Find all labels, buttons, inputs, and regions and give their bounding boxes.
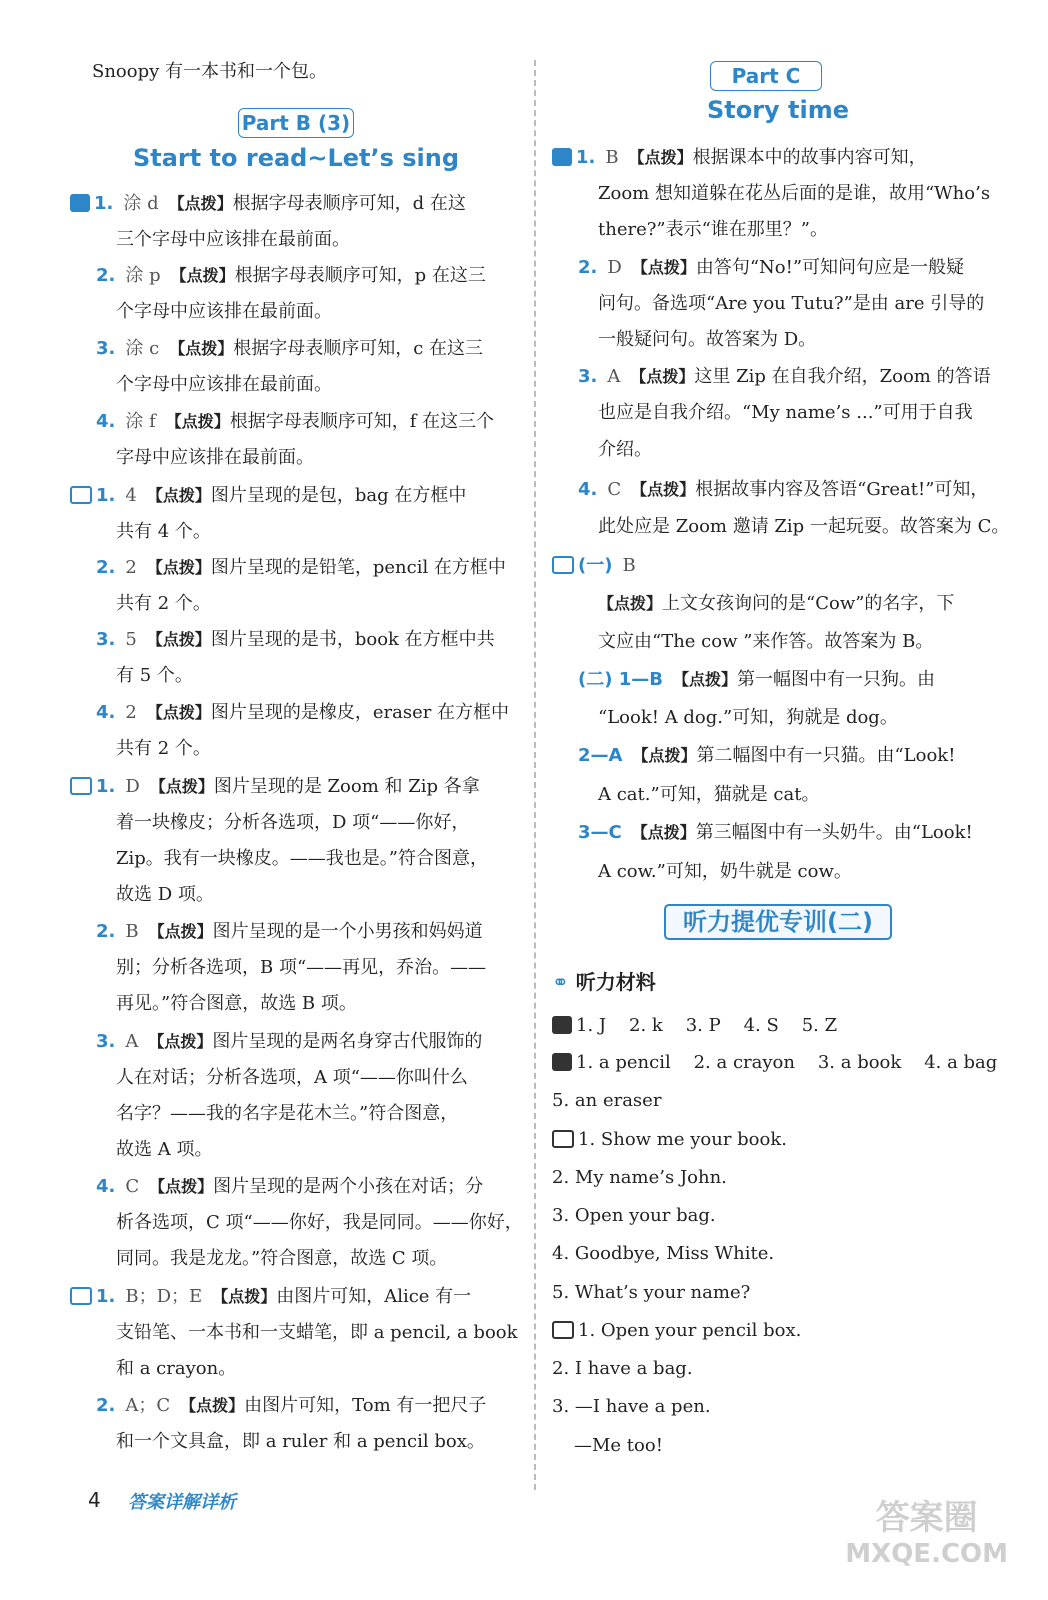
answer-line <box>578 744 955 768</box>
explanation-text: 共有 4 个。 <box>116 521 211 542</box>
answer-value: B；D；E <box>125 1286 203 1307</box>
hint-tag: 【点拨】 <box>148 1032 213 1051</box>
explanation-text: 图片呈现的是两个小孩在对话；分 <box>213 1176 484 1197</box>
explanation-text: 共有 2 个。 <box>116 738 211 759</box>
answer-line <box>116 1357 236 1381</box>
hint-tag: 【点拨】 <box>149 1177 214 1196</box>
answer-value: C <box>125 1176 140 1197</box>
audio-line <box>552 1089 661 1113</box>
explanation-text: 文应由“The cow ”来作答。故答案为 B。 <box>598 631 934 652</box>
answer-line <box>578 365 991 389</box>
hint-tag: 【点拨】 <box>628 148 693 167</box>
question-number: 4. <box>96 702 116 723</box>
question-number: 3. <box>578 366 598 387</box>
audio-text: 5. What’s your name? <box>552 1282 751 1303</box>
answer-line <box>116 883 214 907</box>
answer-line <box>116 520 211 544</box>
answer-line <box>578 478 988 502</box>
answer-line <box>598 292 984 316</box>
answer-value: C <box>607 479 622 500</box>
question-number: 3. <box>96 1031 116 1052</box>
hint-tag: 【点拨】 <box>180 1396 245 1415</box>
page-number: 4 <box>88 1488 101 1512</box>
explanation-text: 共有 2 个。 <box>116 593 211 614</box>
audio-line <box>552 1242 774 1266</box>
explanation-text: 再见。”符合图意，故选 B 项。 <box>116 993 357 1014</box>
explanation-text: 支铅笔、一本书和一支蜡笔，即 a pencil, a book <box>116 1322 518 1343</box>
audio-line <box>574 1434 663 1458</box>
answer-line <box>96 701 509 725</box>
watermark: 答案圈 MXQE.COM <box>845 1498 1008 1569</box>
hint-tag: 【点拨】 <box>631 823 696 842</box>
answer-line <box>116 1247 447 1271</box>
answer-line <box>578 668 935 692</box>
question-number: 1. <box>576 147 596 168</box>
answer-line <box>70 192 466 216</box>
answer-value: 4 <box>125 485 137 506</box>
answer-line <box>70 484 466 508</box>
explanation-text: 个字母中应该排在最前面。 <box>116 301 332 322</box>
question-number: 4. <box>96 1176 116 1197</box>
answer-line <box>598 860 852 884</box>
audio-line <box>552 1357 693 1381</box>
question-number: 3—C <box>578 822 622 843</box>
part-c-title: Story time <box>706 96 850 124</box>
hint-tag: 【点拨】 <box>168 194 233 213</box>
question-number: (一) <box>578 555 613 576</box>
hint-tag: 【点拨】 <box>149 777 214 796</box>
audio-text: 2. I have a bag. <box>552 1358 693 1379</box>
special-training-title: 听力提优专训(二) <box>664 904 892 940</box>
intro-text: Snoopy 有一本书和一个包。 <box>92 61 328 82</box>
answer-line <box>598 438 652 462</box>
question-number: 2. <box>96 1395 116 1416</box>
answer-line <box>116 847 488 871</box>
answer-line <box>116 1430 485 1454</box>
answer-line <box>598 401 973 425</box>
section-marker-icon <box>552 556 574 574</box>
audio-text: 1. J 2. k 3. P 4. S 5. Z <box>576 1015 838 1036</box>
explanation-text: 根据字母表顺序可知，d 在这 <box>232 193 466 214</box>
hint-tag: 【点拨】 <box>631 258 696 277</box>
answer-line <box>116 228 350 252</box>
answer-value: 涂 p <box>125 265 161 286</box>
answer-line <box>598 592 954 616</box>
explanation-text: A cat.”可知，猫就是 cat。 <box>598 784 820 805</box>
explanation-text: 个字母中应该排在最前面。 <box>116 374 332 395</box>
audio-line <box>552 1128 787 1152</box>
explanation-text: 根据故事内容及答语“Great!”可知， <box>695 479 989 500</box>
footer-brand: 答案详解详析 <box>128 1492 236 1513</box>
explanation-text: 三个字母中应该排在最前面。 <box>116 229 350 250</box>
answer-line <box>96 556 506 580</box>
hint-tag: 【点拨】 <box>148 922 213 941</box>
hint-tag: 【点拨】 <box>672 670 737 689</box>
question-number: 4. <box>96 411 116 432</box>
explanation-text: “Look! A dog.”可知，狗就是 dog。 <box>598 707 898 728</box>
explanation-text: 根据课本中的故事内容可知， <box>692 147 927 168</box>
answer-line <box>116 1102 458 1126</box>
question-number: 3. <box>96 338 116 359</box>
question-number: 3. <box>96 629 116 650</box>
explanation-text: 介绍。 <box>598 439 652 460</box>
explanation-text: 图片呈现的是 Zoom 和 Zip 各拿 <box>213 776 480 797</box>
audio-line <box>552 1395 711 1419</box>
explanation-text: 第三幅图中有一头奶牛。由“Look! <box>695 822 973 843</box>
audio-text: 4. Goodbye, Miss White. <box>552 1243 775 1264</box>
hint-tag: 【点拨】 <box>146 630 211 649</box>
audio-text: 1. Show me your book. <box>578 1129 787 1150</box>
answer-value: D <box>607 257 622 278</box>
answer-value: A <box>607 366 621 387</box>
answer-line <box>116 1066 468 1090</box>
answer-line <box>552 554 646 578</box>
question-number: 1. <box>94 193 114 214</box>
answer-line <box>598 783 819 807</box>
answer-line <box>96 337 483 361</box>
answer-line <box>116 300 332 324</box>
answer-line <box>116 1138 212 1162</box>
explanation-text: 此处应是 Zoom 邀请 Zip 一起玩耍。故答案为 C。 <box>598 516 1010 537</box>
explanation-text: 析各选项，C 项“——你好，我是同同。——你好， <box>116 1212 523 1233</box>
explanation-text: 由图片可知，Alice 有一 <box>276 1286 472 1307</box>
section-marker-icon <box>70 777 92 795</box>
audio-line <box>552 1166 727 1190</box>
question-number: 2. <box>96 265 116 286</box>
answer-line <box>598 706 898 730</box>
answer-value: B <box>622 555 636 576</box>
audio-heading: ⚭ 听力材料 <box>552 970 656 994</box>
explanation-text: 图片呈现的是橡皮，eraser 在方框中 <box>210 702 510 723</box>
explanation-text: 由图片可知，Tom 有一把尺子 <box>244 1395 487 1416</box>
explanation-text: 上文女孩询问的是“Cow”的名字，下 <box>662 593 955 614</box>
explanation-text: 第二幅图中有一只猫。由“Look! <box>696 745 956 766</box>
hint-tag: 【点拨】 <box>632 746 697 765</box>
audio-text: 1. Open your pencil box. <box>578 1320 802 1341</box>
explanation-text: 根据字母表顺序可知，c 在这三 <box>233 338 484 359</box>
column-divider <box>534 60 536 1490</box>
question-number: (二) 1—B <box>578 669 663 690</box>
audio-text: —Me too! <box>574 1435 663 1456</box>
section-marker-icon <box>70 1287 92 1305</box>
answer-value: B <box>125 921 139 942</box>
audio-line <box>552 1051 997 1075</box>
explanation-text: 同同。我是龙龙。”符合图意，故选 C 项。 <box>116 1248 448 1269</box>
audio-text: 5. an eraser <box>552 1090 662 1111</box>
explanation-text: 有 5 个。 <box>116 665 193 686</box>
part-b-label: Part B (3) <box>238 108 354 138</box>
answer-line <box>116 956 486 980</box>
explanation-text: 和 a crayon。 <box>116 1358 237 1379</box>
answer-line <box>70 1285 471 1309</box>
section-marker-icon <box>552 1130 574 1148</box>
answer-value: 涂 c <box>125 338 160 359</box>
answer-line <box>96 1030 482 1054</box>
hint-tag: 【点拨】 <box>146 486 211 505</box>
explanation-text: 一般疑问句。故答案为 D。 <box>598 329 817 350</box>
answer-line <box>598 515 1009 539</box>
explanation-text: 由答句“No!”可知问句应是一般疑 <box>695 257 965 278</box>
explanation-text: 图片呈现的是书，book 在方框中共 <box>210 629 495 650</box>
answer-value: 涂 f <box>125 411 156 432</box>
explanation-text: 图片呈现的是一个小男孩和妈妈道 <box>212 921 483 942</box>
question-number: 2. <box>96 921 116 942</box>
explanation-text: 人在对话；分析各选项，A 项“——你叫什么 <box>116 1067 468 1088</box>
audio-text: 3. —I have a pen. <box>552 1396 711 1417</box>
explanation-text: 根据字母表顺序可知，p 在这三 <box>234 265 486 286</box>
explanation-text: 图片呈现的是铅笔，pencil 在方框中 <box>210 557 506 578</box>
explanation-text: 字母中应该排在最前面。 <box>116 447 314 468</box>
audio-line <box>552 1319 801 1343</box>
hint-tag: 【点拨】 <box>170 266 235 285</box>
answer-line <box>116 446 314 470</box>
answer-line <box>96 628 495 652</box>
explanation-text: 和一个文具盒，即 a ruler 和 a pencil box。 <box>116 1431 485 1452</box>
section-marker-icon <box>552 1016 572 1034</box>
hint-tag: 【点拨】 <box>631 480 696 499</box>
explanation-text: 问句。备选项“Are you Tutu?”是由 are 引导的 <box>598 293 985 314</box>
answer-line <box>598 630 933 654</box>
answer-line <box>96 410 494 434</box>
answer-line <box>116 1211 523 1235</box>
explanation-text: 根据字母表顺序可知，f 在这三个 <box>229 411 495 432</box>
answer-line <box>116 1321 518 1345</box>
answer-line <box>116 737 211 761</box>
answer-line <box>116 373 332 397</box>
question-number: 2—A <box>578 745 623 766</box>
answer-value: B <box>605 147 619 168</box>
hint-tag: 【点拨】 <box>212 1287 277 1306</box>
section-marker-icon <box>552 148 572 166</box>
answer-line <box>70 775 480 799</box>
answer-value: A；C <box>125 1395 171 1416</box>
answer-line <box>598 218 828 242</box>
explanation-text: 别；分析各选项，B 项“——再见，乔治。—— <box>116 957 487 978</box>
section-marker-icon <box>70 194 90 212</box>
question-number: 2. <box>578 257 598 278</box>
answer-line <box>552 146 927 170</box>
audio-text: 2. My name’s John. <box>552 1167 727 1188</box>
answer-value: 2 <box>125 702 137 723</box>
answer-value: 5 <box>125 629 137 650</box>
explanation-text: 名字？——我的名字是花木兰。”符合图意， <box>116 1103 459 1124</box>
answer-value: D <box>125 776 140 797</box>
answer-value: 2 <box>125 557 137 578</box>
explanation-text: 这里 Zip 在自我介绍，Zoom 的答语 <box>694 366 991 387</box>
answer-line <box>116 592 211 616</box>
explanation-text: 图片呈现的是两名身穿古代服饰的 <box>212 1031 483 1052</box>
answer-line <box>578 821 973 845</box>
audio-text: 1. a pencil 2. a crayon 3. a book 4. a bag <box>576 1052 998 1073</box>
explanation-text: 也应是自我介绍。“My name’s ...”可用于自我 <box>598 402 973 423</box>
explanation-text: A cow.”可知，奶牛就是 cow。 <box>598 861 852 882</box>
section-marker-icon <box>552 1053 572 1071</box>
explanation-text: 着一块橡皮；分析各选项，D 项“——你好， <box>116 812 470 833</box>
explanation-text: Zoom 想知道躲在花丛后面的是谁，故用“Who’s <box>598 183 991 204</box>
answer-line <box>598 328 816 352</box>
answer-line <box>96 1394 486 1418</box>
answer-line <box>116 664 193 688</box>
audio-line <box>552 1281 750 1305</box>
explanation-text: 故选 D 项。 <box>116 884 214 905</box>
section-marker-icon <box>552 1321 574 1339</box>
question-number: 1. <box>96 485 116 506</box>
hint-tag: 【点拨】 <box>598 594 663 613</box>
hint-tag: 【点拨】 <box>165 412 230 431</box>
explanation-text: 第一幅图中有一只狗。由 <box>736 669 935 690</box>
section-marker-icon <box>70 486 92 504</box>
audio-text: 3. Open your bag. <box>552 1205 716 1226</box>
answer-value: A <box>125 1031 139 1052</box>
audio-line <box>552 1204 716 1228</box>
part-b-title: Start to read~Let’s sing <box>132 144 460 172</box>
answer-line <box>96 264 486 288</box>
explanation-text: 图片呈现的是包，bag 在方框中 <box>210 485 467 506</box>
answer-line <box>96 920 483 944</box>
question-number: 1. <box>96 1286 116 1307</box>
hint-tag: 【点拨】 <box>630 367 695 386</box>
part-c-label: Part C <box>710 61 822 91</box>
hint-tag: 【点拨】 <box>169 339 234 358</box>
audio-line <box>552 1014 837 1038</box>
question-number: 2. <box>96 557 116 578</box>
explanation-text: Zip。我有一块橡皮。——我也是。”符合图意， <box>116 848 488 869</box>
answer-line <box>116 811 469 835</box>
answer-line <box>116 992 357 1016</box>
answer-line <box>578 256 964 280</box>
answer-value: 涂 d <box>123 193 159 214</box>
explanation-text: there?”表示“谁在那里？”。 <box>598 219 828 240</box>
answer-line <box>96 1175 483 1199</box>
hint-tag: 【点拨】 <box>146 558 211 577</box>
explanation-text: 故选 A 项。 <box>116 1139 213 1160</box>
question-number: 1. <box>96 776 116 797</box>
question-number: 4. <box>578 479 598 500</box>
headphones-icon: ⚭ <box>552 970 569 994</box>
hint-tag: 【点拨】 <box>146 703 211 722</box>
answer-line <box>598 182 990 206</box>
